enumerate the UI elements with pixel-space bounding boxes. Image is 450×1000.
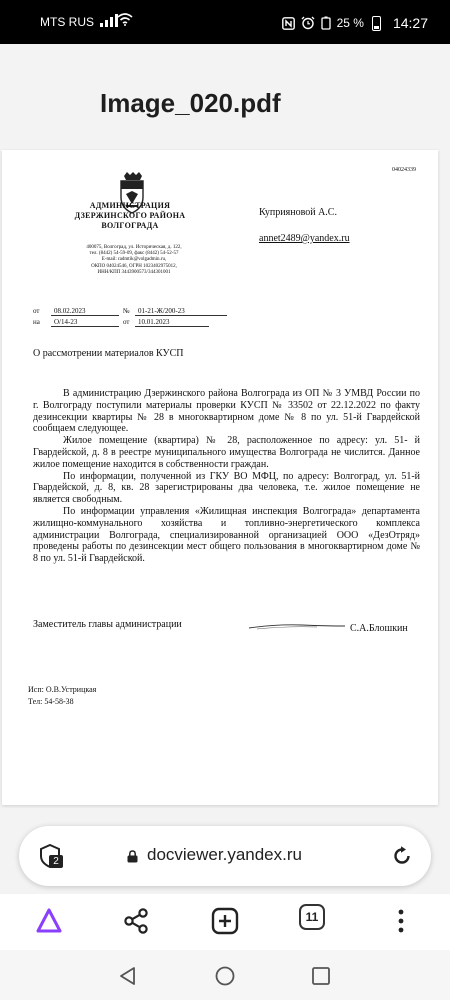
reference-date: 10.01.2023 [135, 318, 209, 327]
home-icon[interactable] [214, 965, 236, 987]
organization-name: АДМИНИСТРАЦИЯ ДЗЕРЖИНСКОГО РАЙОНА ВОЛГОГРАДА [74, 201, 186, 230]
reload-icon[interactable] [391, 845, 413, 867]
back-icon[interactable] [117, 965, 139, 987]
letter-subject: О рассмотрении материалов КУСП [33, 348, 184, 359]
recipient-name: Куприяновой А.С. [259, 207, 337, 218]
protect-tabs-button[interactable] [39, 844, 65, 870]
address-bar[interactable] [19, 826, 431, 886]
letter-body [33, 388, 420, 565]
shield-badge: 2 [49, 855, 63, 868]
recipient-email: annet2489@yandex.ru [259, 233, 350, 244]
document-title: Image_020.pdf [100, 88, 281, 118]
executor-info [28, 684, 96, 708]
document-number: 04024339 [392, 167, 416, 173]
recents-icon[interactable] [310, 965, 332, 987]
nfc-icon [282, 17, 295, 30]
registration-row-1: от 08.02.2023 № 01-21-Ж/200-23 [33, 307, 233, 317]
battery-saver-icon [321, 16, 331, 30]
battery-icon [372, 16, 381, 31]
executor-name: Исп: О.В.Устрицкая [28, 685, 97, 694]
share-icon[interactable] [121, 906, 151, 936]
signatory-name: С.А.Блошкин [350, 623, 408, 634]
wifi-icon [117, 12, 133, 26]
system-navigation-bar [0, 950, 450, 1000]
alarm-icon [301, 16, 315, 30]
signature-icon [247, 620, 347, 632]
status-bar [0, 0, 450, 44]
tabs-count-button[interactable]: 11 [299, 904, 325, 930]
new-tab-icon[interactable] [210, 906, 240, 936]
executor-phone: Тел: 54-58-38 [28, 697, 74, 706]
paragraph: Жилое помещение (квартира) № 28, расположенное по адресу: ул. 51- й Гвардейской, д. 8 в реестре муниципального имущества Волгограда не числится. Данное жилое помещение находится в собственности граждан. [33, 435, 420, 470]
paragraph: В администрацию Дзержинского района Волгограда из ОП № 3 УМВД России по г. Волгограду поступили материалы проверки КУСП № 33502 от 22.12.2022 по факту дезинсекции квартиры № 28 в многоквартирном доме № 8 по ул. 51-й Гвардейской сообщаем следующее. [33, 388, 420, 435]
lock-icon [127, 850, 138, 863]
signatory-title: Заместитель главы администрации [33, 619, 182, 630]
organization-address: 400075, Волгоград, ул. Историческая, д. 122, тел. (8442) 54-59-09, факс (8442) 54-52-57 E-mail: radmtik@volgadmin.ru, ОКПО 04024546, ОГРН 1023402975012, ИНН/КПП 3443900573/344301001 [86, 245, 182, 275]
signal-icon [100, 13, 118, 27]
url-text[interactable]: docviewer.yandex.ru [147, 845, 302, 864]
paragraph: По информации управления «Жилищная инспекция Волгограда» департамента жилищно-коммунального хозяйства и топливно-энергетического комплекса администрации Волгограда, специализированной организацией ООО «ДезОтряд» проведены работы по дезинсекции мест общего пользования в многоквартирном доме № 8 по ул. 51-й Гвардейской. [33, 505, 420, 565]
more-menu-icon[interactable] [386, 906, 416, 936]
carrier-name: MTS RUS [40, 15, 94, 29]
paragraph: По информации, полученной из ГКУ ВО МФЦ, по адресу: Волгоград, ул. 51-й Гвардейской, д. 8, кв. 28 зарегистрированы два человека, т.е. жилое помещение не является свободным. [33, 470, 420, 506]
battery-percent: 25 % [336, 16, 364, 30]
pdf-page[interactable] [2, 150, 438, 805]
browser-toolbar [0, 894, 450, 950]
clock: 14:27 [392, 15, 428, 31]
reference-number: O/14-23 [51, 318, 119, 327]
registration-number: 01-21-Ж/200-23 [135, 307, 227, 316]
alice-assistant-icon[interactable] [34, 906, 64, 936]
registration-row-2: на O/14-23 от 10.01.2023 [33, 318, 233, 328]
registration-date: 08.02.2023 [51, 307, 119, 316]
